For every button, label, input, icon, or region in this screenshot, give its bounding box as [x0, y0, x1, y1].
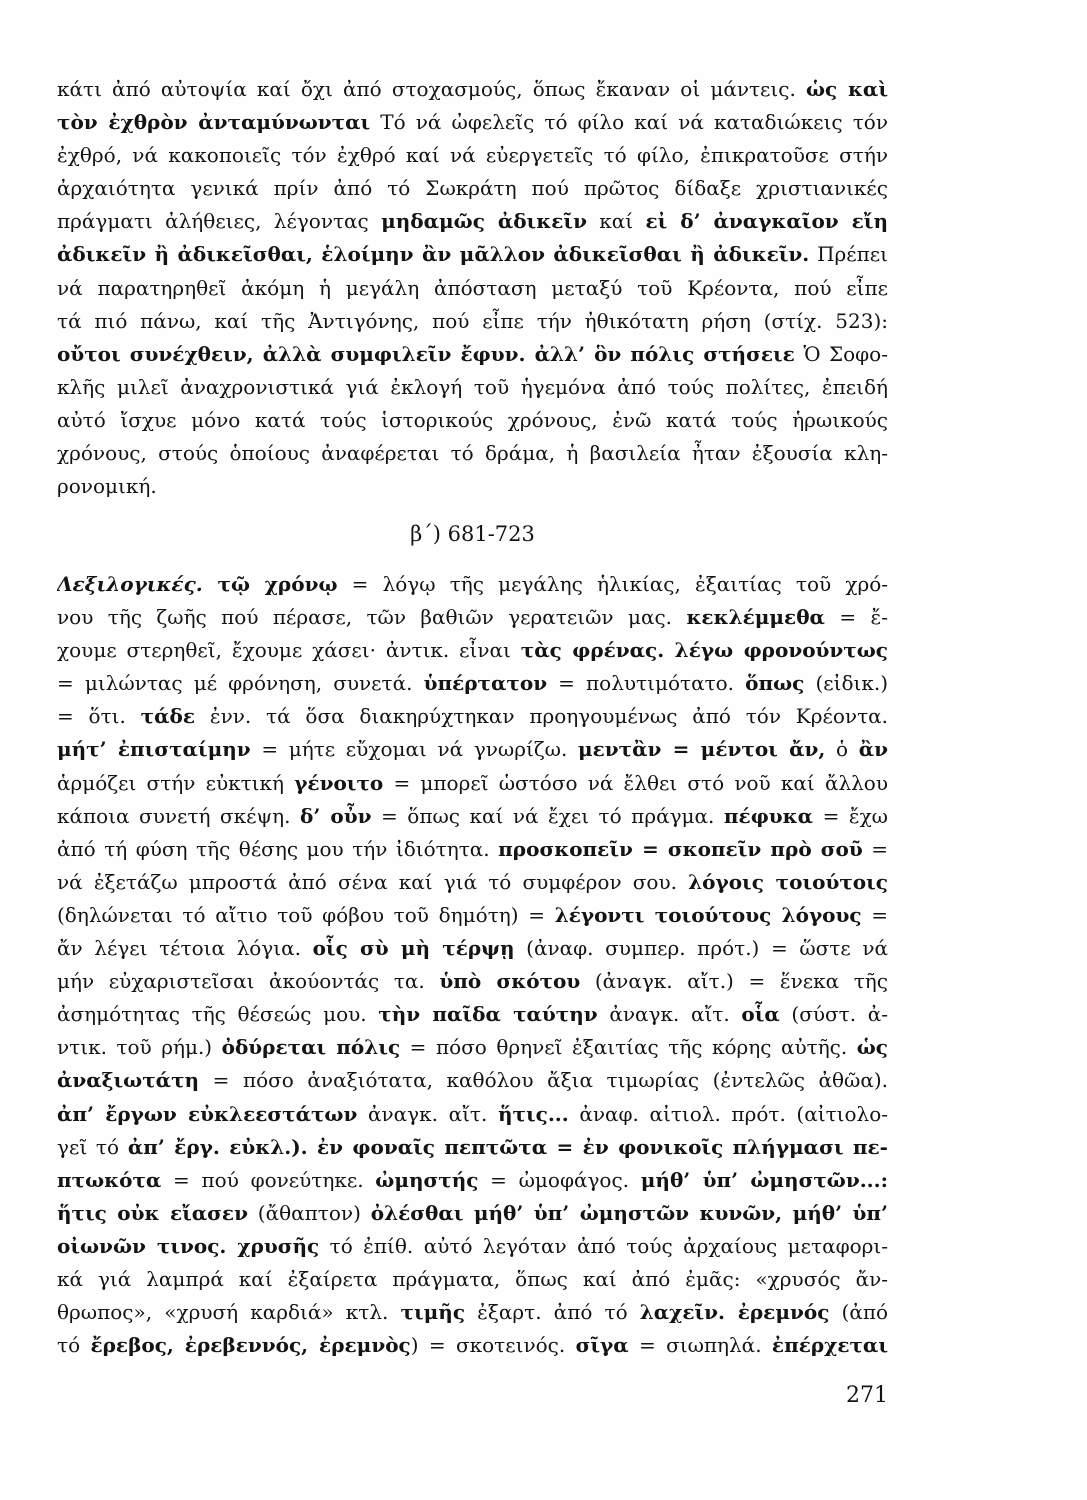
text-line — [57, 1031, 888, 1064]
text-run: = — [861, 902, 888, 927]
text-run: αὐτό ἴσχυε μόνο κατά τούς ἱστορικούς χρόνους, ἐνῶ κατά τούς ἡρωικούς — [57, 407, 888, 432]
text-line — [57, 338, 888, 371]
greek-term: κεκλέμμεθα — [686, 605, 825, 630]
text-run: (εἰδικ.) — [804, 671, 888, 696]
text-run: ) = σκοτεινός. — [410, 1333, 576, 1358]
text-run: κλῆς μιλεῖ ἀναχρονιστικά γιά ἐκλογή τοῦ ἡγεμόνα ἀπό τούς πολίτες, ἐπειδή — [57, 374, 888, 399]
greek-term: πέφυκα — [723, 803, 814, 828]
greek-term: τάδε — [140, 704, 196, 729]
text-run: = μπορεῖ ὡστόσο νά ἔλθει στό νοῦ καί ἄλλου — [383, 770, 888, 795]
greek-term: τὸν ἐχθρὸν ἀνταμύνωνται — [57, 110, 371, 135]
text-run: τά πιό πάνω, καί τῆς Ἀντιγόνης, πού εἶπε τήν ἠθικότατη ρήση (στίχ. 523): — [57, 308, 888, 333]
text-line — [57, 700, 888, 733]
text-run: ρονομική. — [57, 474, 157, 499]
text-line — [57, 733, 888, 766]
greek-term: ὑπέρτατον — [423, 671, 548, 696]
greek-term: οὔτοι συνέχθειν, ἀλλὰ συμφιλεῖν ἔφυν. ἀλλ’ ὃν πόλις στήσειε — [57, 341, 795, 366]
text-run: ἁρμόζει στήν εὐκτική — [57, 770, 295, 795]
text-line — [57, 634, 888, 667]
text-line — [57, 437, 888, 470]
text-line — [57, 1296, 888, 1329]
text-run: = ὅπως καί νά ἔχει τό πράγμα. — [371, 803, 724, 828]
text-run: μήν εὐχαριστεῖσαι ἀκούοντάς τα. — [57, 969, 440, 994]
text-run: ἀναγκ. αἴτ. — [597, 1002, 742, 1027]
text-line — [57, 1197, 888, 1230]
text-run: τό — [57, 1333, 91, 1358]
text-line — [57, 1329, 888, 1362]
greek-term: ὡς — [856, 1035, 888, 1060]
text-run: κάποια συνετή σκέψη. — [57, 803, 300, 828]
text-run: ντικ. τοῦ ρήμ.) — [57, 1035, 222, 1060]
text-run: κάτι ἀπό αὐτοψία καί ὄχι ἀπό στοχασμούς, ὅπως ἔκαναν οἱ μάντεις. — [57, 77, 806, 101]
text-line — [57, 1164, 888, 1197]
greek-term: μηδαμῶς ἀδικεῖν — [381, 209, 587, 234]
text-run: ἀναγκ. αἴτ. — [357, 1101, 498, 1126]
text-line — [57, 1064, 888, 1097]
text-line — [57, 404, 888, 437]
text-run: (ἀναφ. συμπερ. πρότ.) = ὥστε νά — [514, 936, 888, 961]
text-run: = λόγῳ τῆς μεγάλης ἡλικίας, ἐξαιτίας τοῦ χρό- — [337, 572, 888, 596]
greek-term: ὀλέσθαι μήθ’ ὑπ’ ὠμηστῶν κυνῶν, μήθ’ ὑπ’ — [370, 1200, 888, 1225]
greek-term: μήθ’ ὑπ’ ὠμηστῶν...: — [640, 1167, 888, 1192]
greek-term: λέγοντι τοιούτους λόγους — [554, 902, 862, 927]
page-number: 271 — [846, 1383, 888, 1408]
greek-term: οἷς σὺ μὴ τέρψῃ — [312, 936, 515, 961]
greek-term: ἀναξιωτάτη — [57, 1068, 200, 1093]
text-run: νά παρατηρηθεῖ ἀκόμη ἡ μεγάλη ἀπόσταση μεταξύ τοῦ Κρέοντα, πού εἶπε — [57, 275, 888, 300]
text-run: Ὁ Σοφο- — [794, 341, 888, 366]
greek-term: ἀπ’ ἔργ. εὐκλ.). ἐν φοναῖς πεπτῶτα = ἐν φονικοῖς πλήγμασι πε- — [127, 1134, 888, 1159]
text-line — [57, 1230, 888, 1263]
text-line — [57, 1098, 888, 1131]
text-line — [57, 866, 888, 899]
greek-term: μήτ’ ἐπισταίμην — [57, 737, 251, 762]
text-line — [57, 998, 888, 1031]
text-run: νου τῆς ζωῆς πού πέρασε, τῶν βαθιῶν γερατειῶν μας. — [57, 605, 687, 630]
greek-term: λαχεῖν. ἐρεμνός — [639, 1300, 830, 1325]
vocabulary-notes-paragraph — [57, 568, 888, 1362]
text-run: (σύστ. ἀ- — [779, 1002, 888, 1027]
greek-term: Λεξιλογικές. — [57, 572, 203, 596]
text-line — [57, 1263, 888, 1296]
greek-term: ὅπως — [745, 671, 805, 696]
text-run: = ὠμοφάγος. — [478, 1167, 641, 1192]
text-run: ἄν λέγει τέτοια λόγια. — [57, 936, 313, 961]
greek-term: ἔρεβος, ἐρεβεννός, ἐρεμνὸς — [90, 1333, 411, 1358]
text-line — [57, 272, 888, 305]
text-line — [57, 172, 888, 205]
text-run: θρωπος», «χρυσή καρδιά» κτλ. — [57, 1300, 401, 1325]
greek-term: τὰς φρένας. λέγω φρονούντως — [520, 638, 888, 663]
greek-term: ἀπ’ ἔργων εὐκλεεστάτων — [57, 1101, 358, 1126]
text-run: ἀπό τή φύση τῆς θέσης μου τήν ἰδιότητα. — [57, 836, 499, 861]
greek-term: τὴν παῖδα ταύτην — [378, 1002, 598, 1027]
text-run: = ἔ- — [824, 605, 888, 630]
text-line — [57, 667, 888, 700]
text-run: τό ἐπίθ. αὐτό λεγόταν ἀπό τούς ἀρχαίους μεταφορι- — [319, 1233, 888, 1258]
section-heading: β΄) 681-723 — [410, 522, 535, 546]
text-line — [57, 139, 888, 172]
text-line — [57, 899, 888, 932]
text-run: ἐξαρτ. ἀπό τό — [465, 1300, 640, 1325]
text-run: ἀσημότητας τῆς θέσεώς μου. — [57, 1002, 379, 1027]
text-run: Τό νά ὠφελεῖς τό φίλο καί νά καταδιώκεις τόν — [370, 110, 888, 135]
greek-term: ἂν — [858, 737, 888, 762]
text-run: = πού φονεύτηκε. — [161, 1167, 376, 1192]
greek-term: προσκοπεῖν = σκοπεῖν πρὸ σοῦ — [498, 836, 863, 861]
text-run: πράγματι ἀλήθειες, λέγοντας — [57, 209, 382, 234]
greek-term: εἰ δ’ ἀναγκαῖον εἴη — [645, 209, 888, 234]
text-run: (ἀναγκ. αἴτ.) = ἕνεκα τῆς — [580, 969, 888, 994]
text-line — [57, 205, 888, 238]
text-run: χουμε στερηθεῖ, ἔχουμε χάσει· ἀντικ. εἶναι — [57, 638, 521, 663]
greek-term: λόγοις τοιούτοις — [688, 869, 888, 894]
text-run: νά ἐξετάζω μπροστά ἀπό σένα καί γιά τό συμφέρον σου. — [57, 869, 689, 894]
text-run: ἀναφ. αἰτιολ. πρότ. (αἰτιολο- — [568, 1101, 888, 1126]
greek-term: οἷα — [741, 1002, 780, 1027]
text-run: (ἀπό — [829, 1300, 888, 1325]
text-line — [57, 305, 888, 338]
text-run: = σιωπηλά. — [628, 1333, 772, 1358]
text-run: γεῖ τό — [57, 1134, 128, 1159]
greek-term: δ’ οὖν — [299, 803, 372, 828]
greek-term: ἀδικεῖν ἢ ἀδικεῖσθαι, ἑλοίμην ἂν μᾶλλον ἀδικεῖσθαι ἢ ἀδικεῖν. — [57, 242, 810, 267]
text-line — [57, 568, 888, 601]
greek-term: τῷ χρόνῳ — [202, 572, 338, 596]
text-run: ὁ — [825, 737, 859, 762]
text-run: = μήτε εὔχομαι νά γνωρίζω. — [250, 737, 578, 762]
text-line — [57, 767, 888, 800]
text-run: Πρέπει — [809, 242, 888, 267]
text-line — [57, 371, 888, 404]
text-run: = — [862, 836, 888, 861]
text-line — [57, 238, 888, 271]
text-line — [57, 932, 888, 965]
text-line — [57, 601, 888, 634]
text-run: κά γιά λαμπρά καί ἐξαίρετα πράγματα, ὅπως καί ἀπό ἐμᾶς: «χρυσός ἄν- — [57, 1266, 888, 1291]
text-line — [57, 1131, 888, 1164]
greek-term: οἰωνῶν τινος. χρυσῆς — [57, 1233, 320, 1258]
commentary-paragraph — [57, 73, 888, 503]
greek-term: τιμῆς — [400, 1300, 465, 1325]
greek-term: ὠμηστής — [375, 1167, 479, 1192]
text-run: ἀρχαιότητα γενικά πρίν ἀπό τό Σωκράτη πού πρῶτος δίδαξε χριστιανικές — [57, 176, 888, 201]
text-run: = μιλώντας μέ φρόνηση, συνετά. — [57, 671, 424, 696]
text-line — [57, 106, 888, 139]
text-line — [57, 800, 888, 833]
text-line — [57, 833, 888, 866]
greek-term: ὑπὸ σκότου — [439, 969, 581, 994]
text-run: ἐνν. τά ὅσα διακηρύχτηκαν προηγουμένως ἀπό τόν Κρέοντα. — [195, 704, 888, 729]
greek-term: ἥτις... — [497, 1101, 569, 1126]
greek-term: ὀδύρεται πόλις — [221, 1035, 401, 1060]
text-run: = πόσο θρηνεῖ ἐξαιτίας τῆς κόρης αὐτῆς. — [400, 1035, 857, 1060]
greek-term: ὡς καὶ — [805, 77, 888, 101]
greek-term: μεντἂν = μέντοι ἄν, — [578, 737, 826, 762]
text-line — [57, 73, 888, 106]
text-run: (δηλώνεται τό αἴτιο τοῦ φόβου τοῦ δημότη) = — [57, 902, 555, 927]
greek-term: σῖγα — [575, 1333, 629, 1358]
text-run: ἐχθρό, νά κακοποιεῖς τόν ἐχθρό καί νά εὐεργετεῖς τό φίλο, ἐπικρατοῦσε στήν — [57, 143, 888, 168]
text-run: = πολυτιμότατο. — [547, 671, 746, 696]
text-run: = ἔχω — [813, 803, 888, 828]
greek-term: γένοιτο — [294, 770, 384, 795]
text-line — [57, 470, 888, 503]
text-run: χρόνους, στούς ὁποίους ἀναφέρεται τό δράμα, ἡ βασιλεία ἦταν ἐξουσία κλη- — [57, 441, 888, 466]
text-run: (ἄθαπτον) — [247, 1200, 371, 1225]
text-run: καί — [586, 209, 646, 234]
text-run: = πόσο ἀναξιότατα, καθόλου ἄξια τιμωρίας (ἐντελῶς ἀθῶα). — [199, 1068, 888, 1093]
greek-term: ἐπέρχεται — [771, 1333, 888, 1358]
text-run: = ὅτι. — [57, 704, 141, 729]
greek-term: ἥτις οὐκ εἴασεν — [57, 1200, 248, 1225]
text-line — [57, 965, 888, 998]
greek-term: πτωκότα — [57, 1167, 162, 1192]
